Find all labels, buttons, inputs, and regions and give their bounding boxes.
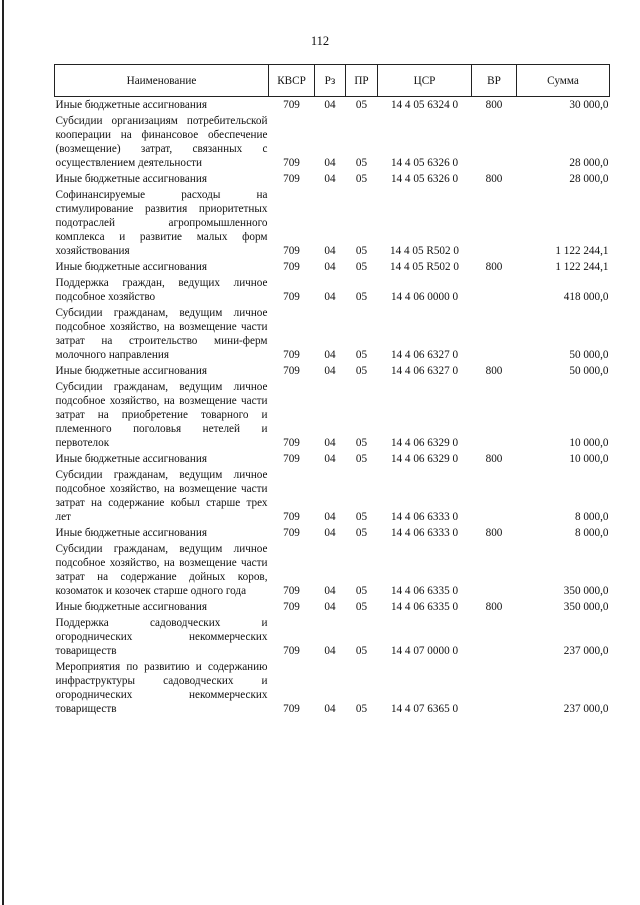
cell-name: Иные бюджетные ассигнования [55,601,207,613]
cell-kvsr: 709 [283,601,300,613]
cell-name: Иные бюджетные ассигнования [55,99,207,111]
cell-kvsr: 709 [283,261,300,273]
header-rz: Рз [315,65,346,97]
table-row [55,363,610,379]
cell-name: Поддержка граждан, ведущих личное подсобное хозяйство [55,277,268,303]
cell-pr: 05 [355,585,368,597]
table-row [55,615,610,659]
cell-kvsr: 709 [283,365,300,377]
cell-vr [472,659,517,717]
cell-csr: 14 4 07 0000 0 [390,645,459,657]
cell-name: Иные бюджетные ассигнования [55,365,207,377]
cell-pr: 05 [355,453,368,465]
cell-name: Субсидии гражданам, ведущим личное подсобное хозяйство, на возмещение части затрат на строительство мини-ферм молочного направления [55,307,268,361]
cell-name: Субсидии гражданам, ведущим личное подсобное хозяйство, на возмещение части затрат на содержание дойных коров, козоматок и козочек старше одного года [55,543,268,597]
table-row [55,113,610,171]
cell-vr: 800 [485,453,503,465]
cell-csr: 14 4 05 R502 0 [390,245,459,257]
cell-rz: 04 [324,173,336,185]
cell-pr: 05 [355,601,368,613]
page-edge-rule [2,0,4,905]
cell-kvsr: 709 [283,703,300,715]
cell-rz: 04 [324,601,336,613]
cell-kvsr: 709 [283,349,300,361]
cell-name: Субсидии организациям потребительской кооперации на финансовое обеспечение (возмещение) затрат, связанных с осуществлением деятельности [55,115,268,169]
header-vr: ВР [472,65,517,97]
cell-sum: 10 000,0 [569,453,609,465]
cell-pr: 05 [355,291,368,303]
cell-sum: 418 000,0 [563,291,609,303]
cell-vr [472,113,517,171]
cell-vr: 800 [485,365,503,377]
cell-pr: 05 [355,437,368,449]
cell-name: Иные бюджетные ассигнования [55,173,207,185]
header-name: Наименование [55,65,269,97]
cell-rz: 04 [324,365,336,377]
cell-kvsr: 709 [283,437,300,449]
cell-rz: 04 [324,349,336,361]
cell-sum: 10 000,0 [569,437,609,449]
cell-kvsr: 709 [283,157,300,169]
cell-csr: 14 4 06 6335 0 [390,585,459,597]
cell-csr: 14 4 06 6329 0 [390,437,459,449]
cell-sum: 50 000,0 [569,349,609,361]
cell-pr: 05 [355,511,368,523]
cell-sum: 350 000,0 [563,585,609,597]
cell-rz: 04 [324,157,336,169]
cell-kvsr: 709 [283,645,300,657]
cell-sum: 8 000,0 [574,511,609,523]
cell-pr: 05 [355,157,368,169]
cell-csr: 14 4 05 6324 0 [390,99,459,111]
cell-csr: 14 4 05 6326 0 [390,157,459,169]
table-row [55,467,610,525]
cell-rz: 04 [324,99,336,111]
cell-pr: 05 [355,245,368,257]
table-body [55,97,610,718]
cell-rz: 04 [324,585,336,597]
cell-vr [472,379,517,451]
cell-csr: 14 4 06 6327 0 [390,349,459,361]
cell-pr: 05 [355,645,368,657]
cell-rz: 04 [324,453,336,465]
header-csr: ЦСР [378,65,472,97]
cell-pr: 05 [355,99,368,111]
cell-pr: 05 [355,261,368,273]
cell-sum: 1 122 244,1 [555,245,609,257]
cell-csr: 14 4 05 6326 0 [390,173,459,185]
cell-pr: 05 [355,349,368,361]
table-row [55,187,610,259]
table-row [55,451,610,467]
cell-pr: 05 [355,365,368,377]
table-row [55,97,610,114]
cell-name: Мероприятия по развитию и содержанию инфраструктуры садоводческих и огороднических некоммерческих товариществ [55,661,268,715]
table-row [55,525,610,541]
cell-pr: 05 [355,173,368,185]
cell-vr [472,615,517,659]
cell-sum: 1 122 244,1 [555,261,609,273]
table-row [55,305,610,363]
cell-pr: 05 [355,703,368,715]
cell-sum: 50 000,0 [569,365,609,377]
cell-sum: 350 000,0 [563,601,609,613]
cell-csr: 14 4 06 6329 0 [390,453,459,465]
header-pr: ПР [346,65,378,97]
header-kvsr: КВСР [269,65,315,97]
cell-csr: 14 4 06 6327 0 [390,365,459,377]
budget-table [54,64,610,717]
cell-pr: 05 [355,527,368,539]
cell-csr: 14 4 06 6333 0 [390,511,459,523]
cell-sum: 28 000,0 [569,157,609,169]
cell-vr: 800 [485,527,503,539]
cell-name: Поддержка садоводческих и огороднических некоммерческих товариществ [55,617,268,657]
cell-kvsr: 709 [283,173,300,185]
cell-kvsr: 709 [283,291,300,303]
cell-sum: 237 000,0 [563,703,609,715]
cell-sum: 237 000,0 [563,645,609,657]
cell-vr: 800 [485,173,503,185]
cell-vr [472,187,517,259]
cell-rz: 04 [324,245,336,257]
cell-kvsr: 709 [283,527,300,539]
cell-csr: 14 4 06 6335 0 [390,601,459,613]
cell-name: Иные бюджетные ассигнования [55,453,207,465]
cell-rz: 04 [324,511,336,523]
cell-rz: 04 [324,261,336,273]
table-row [55,171,610,187]
cell-name: Субсидии гражданам, ведущим личное подсобное хозяйство, на возмещение части затрат на приобретение товарного и племенного поголовья нетелей и первотелок [55,381,268,449]
cell-kvsr: 709 [283,453,300,465]
cell-csr: 14 4 06 0000 0 [390,291,459,303]
cell-csr: 14 4 06 6333 0 [390,527,459,539]
cell-sum: 28 000,0 [569,173,609,185]
header-sum: Сумма [517,65,610,97]
table-row [55,259,610,275]
cell-kvsr: 709 [283,99,300,111]
cell-vr: 800 [485,261,503,273]
table-row [55,541,610,599]
cell-vr [472,305,517,363]
cell-sum: 30 000,0 [569,99,609,111]
cell-rz: 04 [324,527,336,539]
cell-csr: 14 4 05 R502 0 [390,261,459,273]
cell-vr [472,467,517,525]
cell-vr: 800 [485,99,503,111]
cell-vr [472,541,517,599]
cell-rz: 04 [324,291,336,303]
table-row [55,379,610,451]
table-row [55,599,610,615]
cell-name: Софинансируемые расходы на стимулирование развития приоритетных подотраслей агропромышленного комплекса и развитие малых форм хозяйствования [55,189,268,257]
cell-name: Иные бюджетные ассигнования [55,527,207,539]
cell-name: Иные бюджетные ассигнования [55,261,207,273]
cell-vr [472,275,517,305]
cell-rz: 04 [324,645,336,657]
cell-kvsr: 709 [283,245,300,257]
table-row [55,275,610,305]
cell-sum: 8 000,0 [574,527,609,539]
page-number: 112 [310,34,330,48]
cell-rz: 04 [324,703,336,715]
table-row [55,659,610,717]
cell-vr: 800 [485,601,503,613]
cell-kvsr: 709 [283,585,300,597]
cell-rz: 04 [324,437,336,449]
cell-name: Субсидии гражданам, ведущим личное подсобное хозяйство, на возмещение части затрат на содержание кобыл старше трех лет [55,469,268,523]
table-header-row [55,65,610,97]
cell-csr: 14 4 07 6365 0 [390,703,459,715]
cell-kvsr: 709 [283,511,300,523]
